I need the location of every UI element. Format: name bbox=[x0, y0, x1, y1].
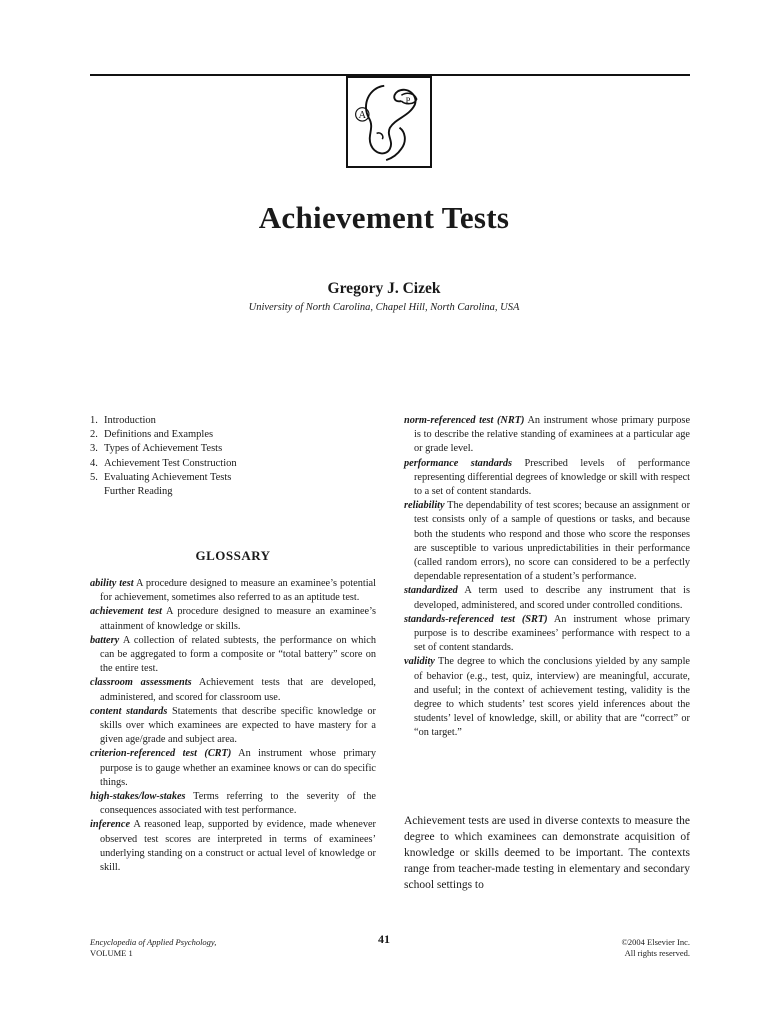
toc-number: 3. bbox=[90, 443, 98, 455]
footer-rights-line: All rights reserved. bbox=[624, 948, 690, 958]
toc-item bbox=[90, 471, 370, 485]
glossary-right-column bbox=[404, 414, 690, 741]
glossary-entry bbox=[404, 655, 690, 740]
glossary-term: classroom assessments bbox=[90, 677, 192, 689]
glossary-term: achievement test bbox=[90, 606, 162, 618]
glossary-definition: A collection of related subtests, the performance on which can be aggregated to form a composite or “total battery” score on the entire test. bbox=[100, 634, 376, 675]
toc-number: 4. bbox=[90, 457, 98, 469]
glossary-entry bbox=[404, 457, 690, 500]
face-logo-icon bbox=[348, 78, 430, 166]
glossary-entry bbox=[90, 705, 376, 748]
author-name: Gregory J. Cizek bbox=[327, 280, 441, 297]
glossary-term: criterion-referenced test (CRT) bbox=[90, 748, 232, 760]
toc-item bbox=[90, 457, 370, 471]
glossary-left-column bbox=[90, 577, 376, 875]
glossary-term: validity bbox=[404, 656, 435, 668]
glossary-entry bbox=[404, 499, 690, 584]
glossary-entry bbox=[90, 747, 376, 790]
glossary-definition: A reasoned leap, supported by evidence, made whenever observed test scores are interpreted in terms of examinees’ underlying standing on a construct or actual level of knowledge or skill. bbox=[100, 819, 376, 874]
glossary-entry bbox=[90, 605, 376, 633]
author-affiliation: University of North Carolina, Chapel Hill, North Carolina, USA bbox=[248, 302, 520, 313]
glossary-definition: A procedure designed to measure an examinee’s attainment of knowledge or skills. bbox=[100, 606, 376, 632]
glossary-entry bbox=[90, 634, 376, 677]
glossary-definition: Statements that describe specific knowledge or skills over which examinees are expected to have mastery for a given age/grade and subject area. bbox=[100, 705, 376, 746]
encyclopedia-logo bbox=[346, 76, 432, 168]
glossary-entry bbox=[404, 584, 690, 612]
glossary-entry bbox=[404, 414, 690, 457]
glossary-entry bbox=[90, 790, 376, 818]
table-of-contents bbox=[90, 414, 370, 499]
toc-number: 2. bbox=[90, 429, 98, 441]
footer-copyright-line: ©2004 Elsevier Inc. bbox=[621, 937, 690, 947]
toc-item bbox=[90, 485, 370, 499]
glossary-term: content standards bbox=[90, 705, 168, 717]
footer-book-title: Encyclopedia of Applied Psychology, bbox=[90, 937, 217, 947]
toc-text: Further Reading bbox=[104, 486, 173, 498]
glossary-heading: GLOSSARY bbox=[195, 548, 271, 563]
toc-item bbox=[90, 442, 370, 456]
glossary-definition: Prescribed levels of performance representing differential degrees of knowledge or skill with respect to a set of content standards. bbox=[414, 457, 691, 498]
glossary-entry bbox=[90, 676, 376, 704]
glossary-term: ability test bbox=[90, 578, 134, 589]
glossary-term: performance standards bbox=[404, 457, 513, 469]
glossary-definition: An instrument whose primary purpose is to gauge whether an examinee knows or can do specific things. bbox=[100, 748, 377, 788]
glossary-term: norm-referenced test (NRT) bbox=[404, 415, 525, 426]
article-title: Achievement Tests bbox=[258, 200, 510, 235]
footer-copyright bbox=[621, 937, 690, 959]
toc-number: 5. bbox=[90, 471, 98, 483]
glossary-term: battery bbox=[90, 634, 120, 646]
toc-text: Evaluating Achievement Tests bbox=[104, 471, 232, 483]
glossary-term: standardized bbox=[404, 585, 458, 597]
glossary-definition: A procedure designed to measure an examinee’s potential for achievement, sometimes also referred to as an aptitude test. bbox=[100, 578, 376, 604]
glossary-term: high-stakes/low-stakes bbox=[90, 791, 186, 803]
glossary-definition: The dependability of test scores; because an assignment or test consists only of a sample of questions or tasks, and because both the students who respond and those who score the responses are susceptible to various unpredictabilities in their performance (called random errors), no score can considered to be a perfectly dependable representation of a student’s performance. bbox=[414, 500, 690, 583]
glossary-entry bbox=[404, 613, 690, 656]
toc-text: Achievement Test Construction bbox=[104, 457, 237, 469]
toc-text: Introduction bbox=[104, 415, 156, 426]
glossary-definition: A term used to describe any instrument that is developed, administered, and scored under controlled conditions. bbox=[414, 585, 690, 611]
glossary-entry bbox=[90, 577, 376, 605]
glossary-term: reliability bbox=[404, 500, 445, 512]
logo-letter-p: P bbox=[405, 94, 411, 105]
glossary-definition: Achievement tests that are developed, administered, and scored for classroom use. bbox=[100, 677, 376, 703]
glossary-entry bbox=[90, 818, 376, 875]
body-paragraph: Achievement tests are used in diverse contexts to measure the degree to which examinees can demonstrate acquisition of knowledge or skills deemed to be important. The contexts range from teacher-made testing in elementary and secondary school settings to bbox=[404, 815, 690, 891]
toc-item bbox=[90, 428, 370, 442]
glossary-definition: An instrument whose primary purpose is to describe the relative standing of examinees at a particular age or grade level. bbox=[414, 415, 691, 455]
toc-text: Definitions and Examples bbox=[104, 429, 214, 441]
toc-text: Types of Achievement Tests bbox=[104, 443, 223, 455]
footer-volume: VOLUME 1 bbox=[90, 948, 133, 958]
toc-number: 1. bbox=[90, 415, 98, 426]
page-number: 41 bbox=[378, 932, 390, 946]
glossary-definition: Terms referring to the severity of the consequences associated with test performance. bbox=[100, 791, 376, 817]
toc-item bbox=[90, 414, 370, 428]
glossary-definition: The degree to which the conclusions yielded by any sample of behavior (e.g., test, quiz, interview) are meaningful, accurate, and useful; in the context of achievement testing, validity is the degree to which students’ test scores yield inferences about the students’ level of knowledge, skill, or ability that are “correct” or “on target.” bbox=[414, 656, 690, 739]
glossary-definition: An instrument whose primary purpose is to describe examinees’ performance with respect to a set of content standards. bbox=[414, 613, 690, 654]
glossary-term: inference bbox=[90, 819, 131, 831]
logo-letter-a: A bbox=[358, 110, 367, 122]
glossary-term: standards-referenced test (SRT) bbox=[404, 613, 548, 625]
